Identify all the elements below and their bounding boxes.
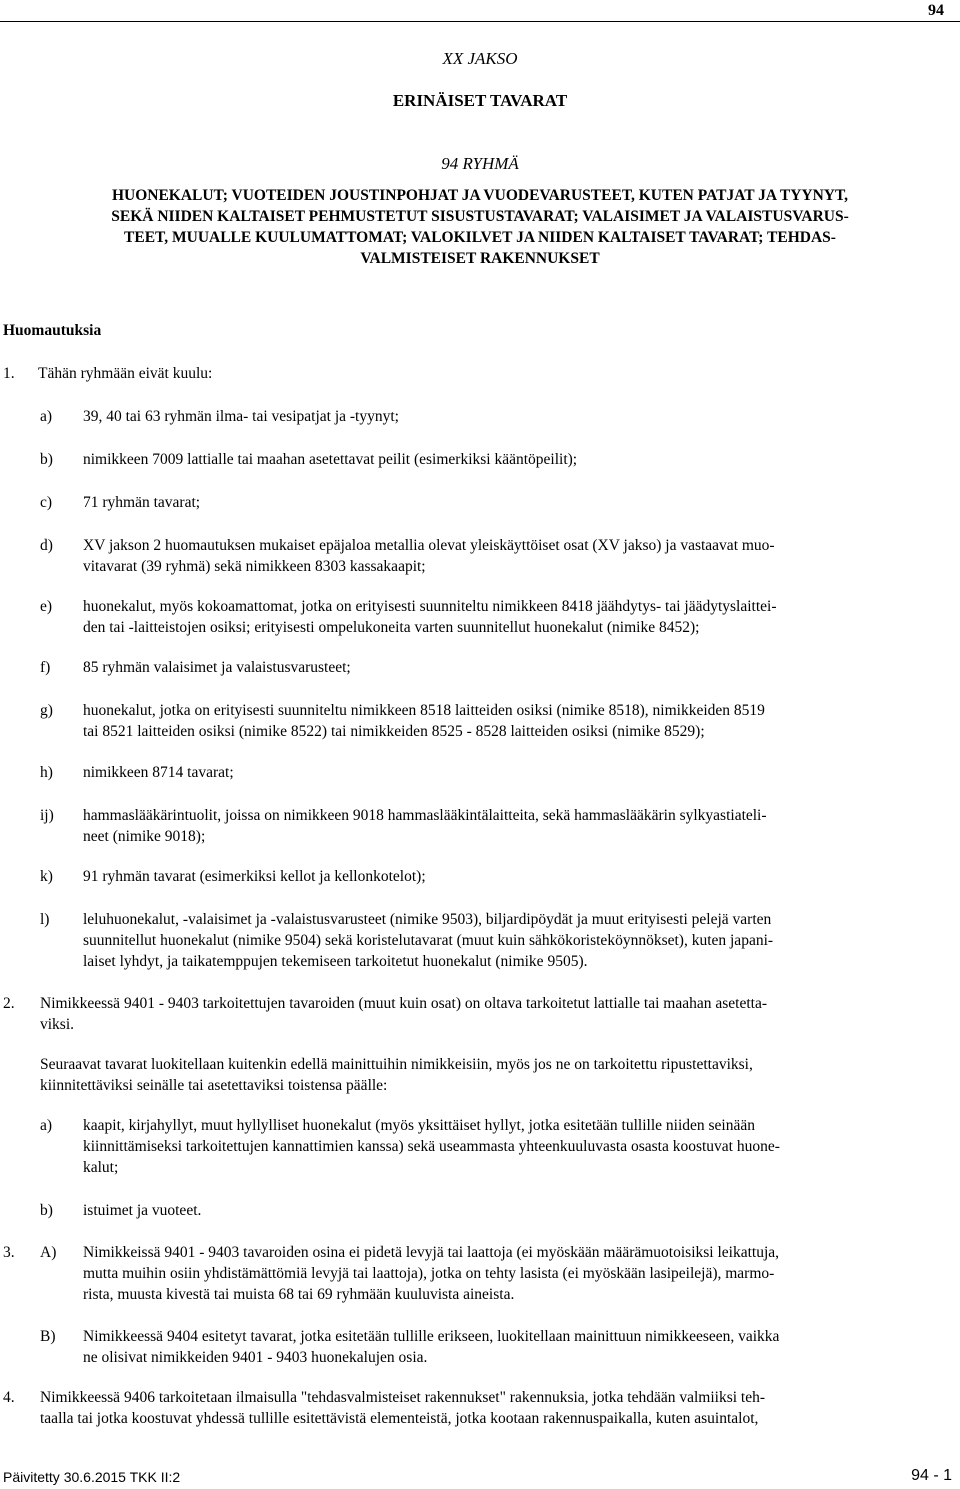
- text-line: istuimet ja vuoteet.: [83, 1202, 202, 1219]
- note-1-item-text: [83, 700, 948, 742]
- text-line: viksi.: [40, 1016, 75, 1033]
- note-2-item-text: [83, 1200, 948, 1221]
- text-line: suunnitellut huonekalut (nimike 9504) sekä koristelutavarat (muut kuin sähkökoristeköynnökset), kuten japani-: [83, 932, 774, 949]
- note-1-item-text: [83, 596, 948, 638]
- note-2-number: 2.: [3, 995, 15, 1012]
- text-line: den tai -laitteistojen osiksi; erityisesti ompelukoneita varten suunnitellut huonekalut (nimike 8452);: [83, 619, 700, 636]
- note-4-number: 4.: [3, 1389, 15, 1406]
- note-1-item-text: [83, 406, 948, 427]
- note-3-item-text: [83, 1326, 948, 1368]
- text-line: hammaslääkärintuolit, joissa on nimikkeen 9018 hammaslääkintälaitteita, sekä hammaslääkärin sylkyastiateli-: [83, 807, 767, 824]
- note-1-item-text: [83, 866, 948, 887]
- text-line: 39, 40 tai 63 ryhmän ilma- tai vesipatjat ja -tyynyt;: [83, 408, 399, 425]
- note-2-paragraph: [40, 1054, 948, 1096]
- chapter-heading-line: VALMISTEISET RAKENNUKSET: [360, 250, 600, 267]
- text-line: laiset lyhdyt, ja taikatemppujen tekemiseen tarkoitetut huonekalut (nimike 9505).: [83, 953, 588, 970]
- text-line: nimikkeen 8714 tavarat;: [83, 764, 234, 781]
- text-line: taalla tai jotka koostuvat yhdessä tullille esitettävistä elementeistä, jotka kootaan rakennuspaikalla, kuten asuintalot,: [40, 1410, 759, 1427]
- text-line: nimikkeen 7009 lattialle tai maahan asetettavat peilit (esimerkiksi kääntöpeilit);: [83, 451, 578, 468]
- note-1-item-text: [83, 535, 948, 577]
- text-line: leluhuonekalut, -valaisimet ja -valaistusvarusteet (nimike 9503), biljardipöydät ja muut erityisesti pelejä varten: [83, 911, 772, 928]
- text-line: huonekalut, myös kokoamattomat, jotka on erityisesti suunniteltu nimikkeen 8418 jäähdytys- tai jäädytyslaittei-: [83, 598, 777, 615]
- text-line: Nimikkeessä 9401 - 9403 tarkoitettujen tavaroiden (muut kuin osat) on oltava tarkoitetut lattialle tai maahan asetetta-: [40, 995, 767, 1012]
- note-1-item-label: l): [40, 911, 50, 928]
- chapter-heading-line: SEKÄ NIIDEN KALTAISET PEHMUSTETUT SISUSTUSTAVARAT; VALAISIMET JA VALAISTUSVARUS-: [111, 208, 849, 225]
- section-title: ERINÄISET TAVARAT: [392, 91, 568, 110]
- text-line: rista, muusta kivestä tai muista 68 tai 69 ryhmään kuuluvista aineista.: [83, 1286, 515, 1303]
- header-rule: [0, 21, 960, 22]
- text-line: kiinnitettäviksi seinälle tai asetettaviksi toistensa päälle:: [40, 1077, 388, 1094]
- text-line: Nimikkeissä 9401 - 9403 tavaroiden osina ei pidetä levyjä tai laattoja (ei myöskään määrämuotoisiksi leikattuja,: [83, 1244, 780, 1261]
- note-3-item-label: B): [40, 1328, 56, 1345]
- text-line: kiinnittämiseksi tarkoitettujen kannattimien kanssa) sekä useammasta yhteenkuuluvasta osasta koostuvat huone-: [83, 1138, 780, 1155]
- text-line: neet (nimike 9018);: [83, 828, 206, 845]
- note-1-item-label: e): [40, 598, 53, 615]
- note-1-item-label: d): [40, 537, 53, 554]
- note-1-item-text: [83, 762, 948, 783]
- text-line: mutta muihin osiin yhdistämättömiä levyjä tai laattoja), jotka on tehty lasista (ei myöskään lasipeilejä), marmo-: [83, 1265, 775, 1282]
- note-1-item-label: f): [40, 659, 51, 676]
- text-line: vitavarat (39 ryhmä) sekä nimikkeen 8303 kassakaapit;: [83, 558, 426, 575]
- note-1-item-text: [83, 657, 948, 678]
- chapter-heading-line: TEET, MUUALLE KUULUMATTOMAT; VALOKILVET JA NIIDEN KALTAISET TAVARAT; TEHDAS-: [124, 229, 836, 246]
- note-1-number: 1.: [3, 365, 15, 382]
- note-1-item-label: h): [40, 764, 53, 781]
- text-line: 91 ryhmän tavarat (esimerkiksi kellot ja kellonkotelot);: [83, 868, 426, 885]
- note-1-item-label: k): [40, 868, 53, 885]
- section-label: XX JAKSO: [442, 49, 518, 68]
- text-line: XV jakson 2 huomautuksen mukaiset epäjaloa metallia olevat yleiskäyttöiset osat (XV jakso) ja vastaavat muo-: [83, 537, 775, 554]
- note-3-item-label: A): [40, 1244, 57, 1261]
- note-1-item-text: [83, 909, 948, 972]
- note-2-item-label: b): [40, 1202, 53, 1219]
- note-2-item-label: a): [40, 1117, 53, 1134]
- text-line: Nimikkeessä 9404 esitetyt tavarat, jotka esitetään tullille erikseen, luokitellaan mainittuun nimikkeeseen, vaikka: [83, 1328, 780, 1345]
- note-1-item-label: ij): [40, 807, 54, 824]
- note-2-text: [40, 993, 948, 1035]
- note-1-intro: Tähän ryhmään eivät kuulu:: [38, 365, 213, 382]
- note-3-item-text: [83, 1242, 948, 1305]
- note-1-item-label: b): [40, 451, 53, 468]
- chapter-heading-line: HUONEKALUT; VUOTEIDEN JOUSTINPOHJAT JA VUODEVARUSTEET, KUTEN PATJAT JA TYYNYT,: [111, 187, 849, 204]
- footer-page-ref: 94 - 1: [911, 1467, 952, 1484]
- note-1-item-label: c): [40, 494, 53, 511]
- note-2-item-text: [83, 1115, 948, 1178]
- text-line: kalut;: [83, 1159, 119, 1176]
- note-1-item-text: [83, 805, 948, 847]
- page-number: 94: [928, 2, 944, 19]
- footer-updated: Päivitetty 30.6.2015 TKK II:2: [3, 1469, 181, 1485]
- text-line: Nimikkeessä 9406 tarkoitetaan ilmaisulla "tehdasvalmisteiset rakennukset" rakennuksia, jotka tehdään valmiiksi teh-: [40, 1389, 766, 1406]
- note-1-item-label: a): [40, 408, 53, 425]
- chapter-heading: [12, 185, 948, 269]
- chapter-label: 94 RYHMÄ: [441, 154, 519, 173]
- text-line: 85 ryhmän valaisimet ja valaistusvarusteet;: [83, 659, 351, 676]
- text-line: tai 8521 laitteiden osiksi (nimike 8522) tai nimikkeiden 8525 - 8528 laitteiden osiksi (nimike 8529);: [83, 723, 705, 740]
- note-3-number: 3.: [3, 1244, 15, 1261]
- text-line: 71 ryhmän tavarat;: [83, 494, 201, 511]
- note-1-item-text: [83, 492, 948, 513]
- note-1-item-text: [83, 449, 948, 470]
- text-line: huonekalut, jotka on erityisesti suunniteltu nimikkeen 8518 laitteiden osiksi (nimike 8518), nimikkeiden 8519: [83, 702, 765, 719]
- notes-heading: Huomautuksia: [3, 322, 102, 339]
- note-4-text: [40, 1387, 948, 1429]
- note-1-item-label: g): [40, 702, 53, 719]
- text-line: ne olisivat nimikkeiden 9401 - 9403 huonekalujen osia.: [83, 1349, 428, 1366]
- text-line: kaapit, kirjahyllyt, muut hyllylliset huonekalut (myös yksittäiset hyllyt, jotka esitetään tullille niiden seinään: [83, 1117, 755, 1134]
- text-line: Seuraavat tavarat luokitellaan kuitenkin edellä mainittuihin nimikkeisiin, myös jos ne on tarkoitettu ripustettaviksi,: [40, 1056, 753, 1073]
